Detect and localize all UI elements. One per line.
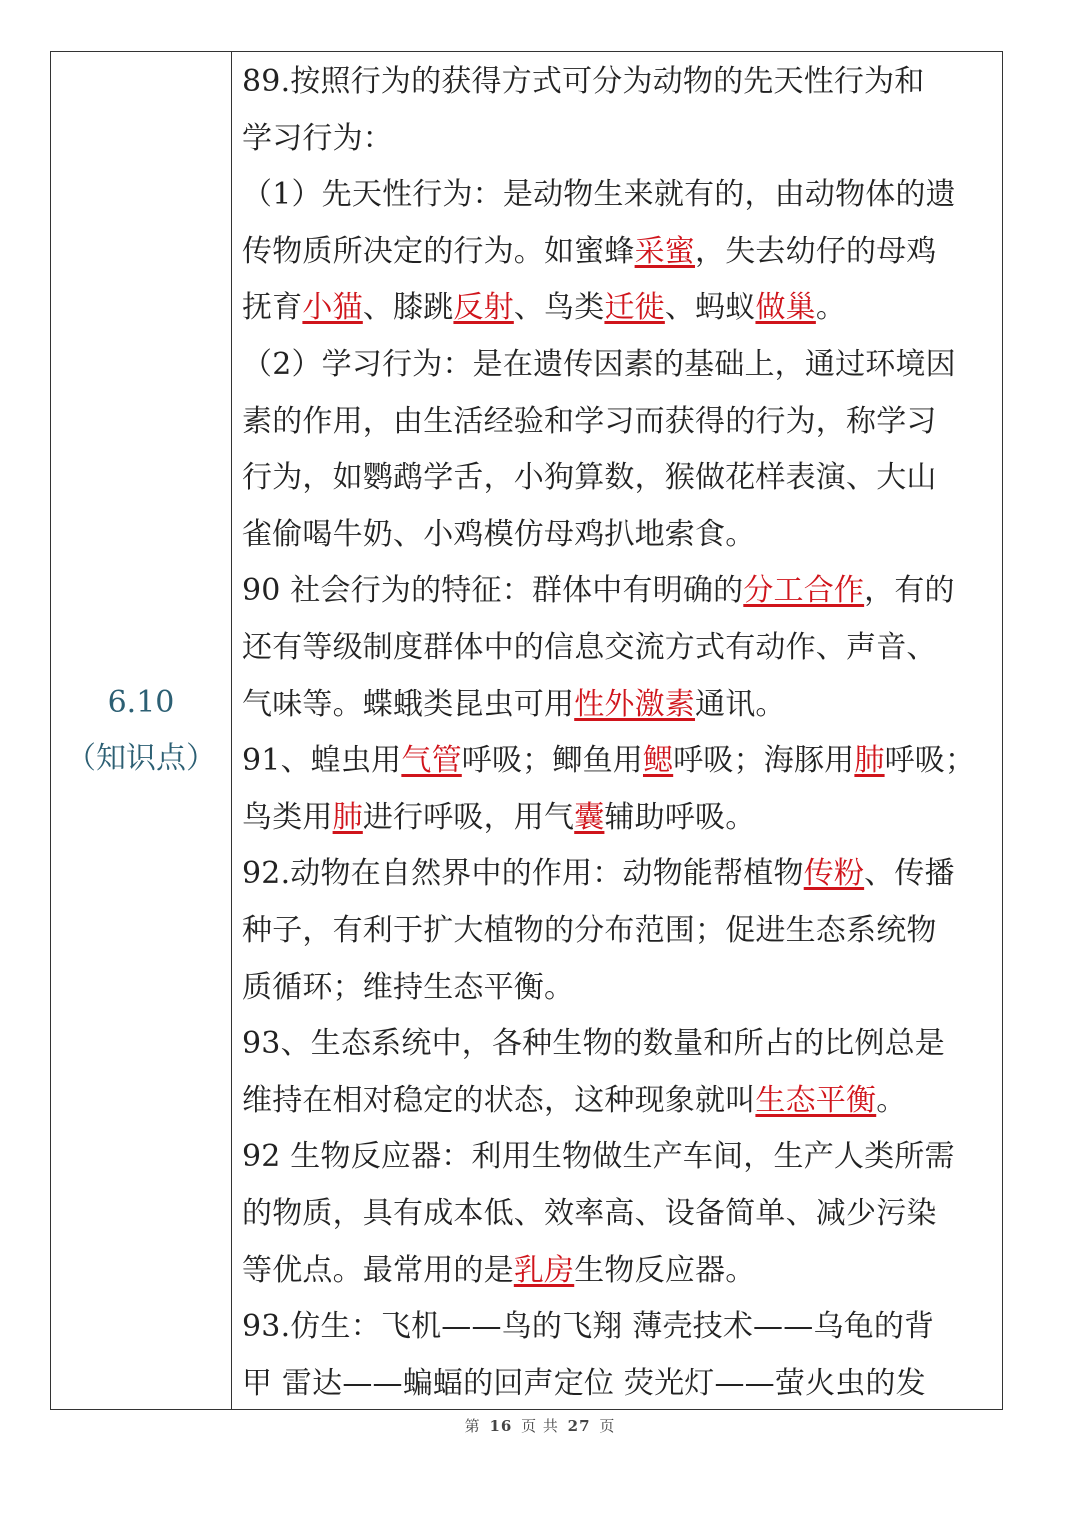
text-segment: 90 社会行为的特征：群体中有明确的	[242, 573, 744, 609]
text-segment: 通讯。	[695, 686, 786, 722]
highlighted-keyword: 采蜜	[634, 233, 696, 269]
content-line	[242, 677, 998, 733]
text-segment: 传物质所决定的行为。如蜜蜂	[242, 233, 635, 269]
text-segment: 进行呼吸，用气	[362, 799, 575, 835]
content-line	[242, 1186, 998, 1242]
text-segment: 93.仿生：飞机——鸟的飞翔 薄壳技术——乌龟的背	[242, 1309, 935, 1345]
content-line	[242, 167, 998, 223]
text-segment: ，有的	[864, 573, 955, 609]
content-line	[242, 846, 998, 902]
text-segment: 呼吸；海豚用	[673, 743, 855, 779]
content-line	[242, 620, 998, 676]
content-line	[242, 394, 998, 450]
text-segment: 呼吸；	[884, 743, 976, 779]
total-page-number: 27	[567, 1417, 591, 1435]
text-segment: 还有等级制度群体中的信息交流方式有动作、声音、	[242, 630, 937, 665]
highlighted-keyword: 迁徙	[604, 290, 665, 326]
text-segment: 甲 雷达——蝙蝠的回声定位 荧光灯——萤火虫的发	[242, 1365, 926, 1401]
content-line	[242, 54, 998, 110]
content-line	[242, 960, 998, 1016]
content-line	[242, 1073, 998, 1129]
text-segment: （2）学习行为：是在遗传因素的基础上，通过环境因	[242, 347, 956, 382]
text-segment: 的物质，具有成本低、效率高、设备简单、减少污染	[242, 1196, 937, 1231]
text-segment: 92.动物在自然界中的作用：动物能帮植物	[242, 856, 804, 892]
footer-prefix: 第	[464, 1417, 481, 1435]
footer-middle: 页 共	[521, 1417, 559, 1435]
text-segment: 种子，有利于扩大植物的分布范围；促进生态系统物	[242, 913, 937, 948]
text-segment: 93、生态系统中，各种生物的数量和所占的比例总是	[242, 1026, 945, 1062]
content-line	[242, 111, 998, 167]
text-segment: 89.按照行为的获得方式可分为动物的先天性行为和	[242, 64, 925, 99]
text-segment: 辅助呼吸。	[604, 799, 756, 835]
text-segment: 92 生物反应器：利用生物做生产车间，生产人类所需	[242, 1139, 955, 1175]
content-line	[242, 1299, 998, 1355]
highlighted-keyword: 乳房	[513, 1252, 575, 1288]
current-page-number: 16	[489, 1417, 513, 1435]
highlighted-keyword: 肺	[332, 799, 363, 835]
text-segment: 抚育	[242, 290, 303, 326]
text-segment: 鸟类用	[242, 799, 333, 835]
text-segment: 91、蝗虫用	[242, 743, 402, 779]
page-footer	[0, 1415, 1080, 1437]
content-line	[242, 563, 998, 619]
content-line	[242, 507, 998, 563]
highlighted-keyword: 分工合作	[743, 573, 865, 609]
text-segment: 气味等。蝶蛾类昆虫可用	[242, 686, 575, 722]
content-line	[242, 450, 998, 506]
highlighted-keyword: 小猫	[302, 290, 363, 326]
highlighted-keyword: 做巢	[755, 290, 816, 326]
text-segment: ，失去幼仔的母鸡	[695, 233, 937, 269]
column-divider	[231, 51, 232, 1410]
text-segment: 呼吸；鲫鱼用	[461, 743, 643, 779]
text-segment: 、膝跳	[362, 290, 454, 326]
text-segment: 维持在相对稳定的状态，这种现象就叫	[242, 1082, 756, 1118]
text-segment: 素的作用，由生活经验和学习而获得的行为，称学习	[242, 403, 937, 439]
highlighted-keyword: 反射	[453, 290, 514, 326]
content-line	[242, 1016, 998, 1072]
highlighted-keyword: 传粉	[803, 856, 865, 892]
knowledge-tag: （知识点）	[66, 741, 216, 776]
highlighted-keyword: 气管	[401, 743, 462, 779]
text-segment: 行为，如鹦鹉学舌，小狗算数，猴做花样表演、大山	[242, 460, 937, 496]
content-line	[242, 903, 998, 959]
text-segment: （1）先天性行为：是动物生来就有的，由动物体的遗	[242, 177, 956, 213]
text-segment: 、鸟类	[513, 290, 605, 326]
content-line	[242, 280, 998, 336]
highlighted-keyword: 肺	[854, 743, 885, 779]
text-segment: 生物反应器。	[574, 1252, 756, 1288]
content-line	[242, 1356, 998, 1412]
content-line	[242, 1129, 998, 1185]
highlighted-keyword: 鳃	[642, 743, 674, 779]
text-segment: 学习行为：	[242, 120, 393, 156]
text-segment: 。	[815, 290, 847, 326]
highlighted-keyword: 囊	[574, 799, 605, 835]
text-segment: 、传播	[864, 856, 955, 892]
highlighted-keyword: 性外激素	[574, 686, 696, 722]
content-line	[242, 733, 998, 789]
content-line	[242, 224, 998, 280]
date-label: 6.10	[107, 685, 175, 720]
text-segment: 雀偷喝牛奶、小鸡模仿母鸡扒地索食。	[242, 516, 756, 552]
highlighted-keyword: 生态平衡	[755, 1082, 877, 1118]
content-line	[242, 790, 998, 846]
content-line	[242, 337, 998, 393]
text-segment: 。	[876, 1082, 907, 1118]
text-segment: 质循环；维持生态平衡。	[242, 969, 575, 1005]
text-segment: 等优点。最常用的是	[242, 1252, 514, 1288]
content-line	[242, 1243, 998, 1299]
text-segment: 、蚂蚁	[664, 290, 756, 326]
footer-suffix: 页	[599, 1417, 616, 1435]
